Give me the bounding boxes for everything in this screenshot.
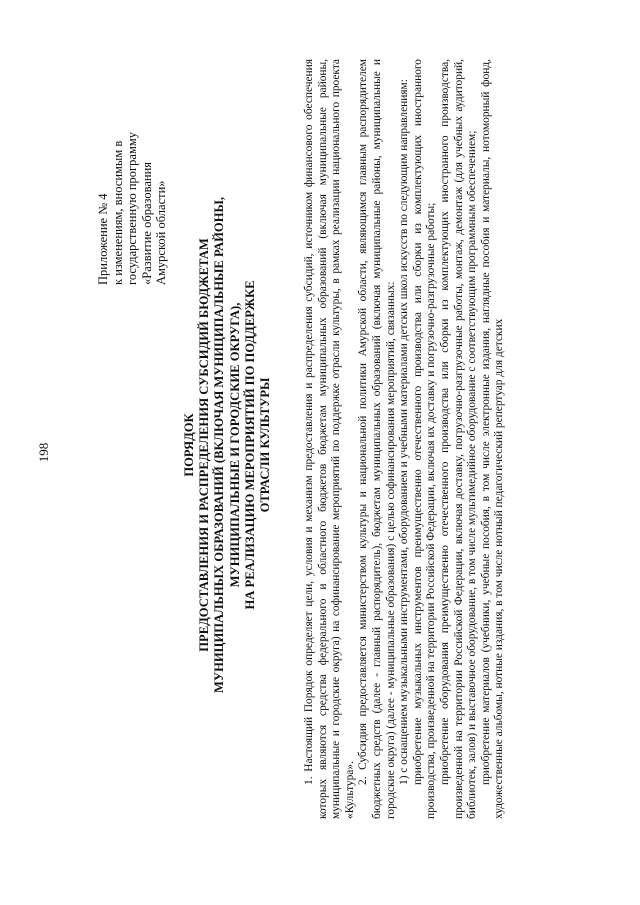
paragraph: 1. Настоящий Порядок определяет цели, условия и механизм предоставления и распределения субсидий, источником финансового обеспечения которых являются средства федерального и областного бюджетов бюджетам муниципальных образований (включая муниципальные районы, муниципальные и городские округа) на софинансирование мероприятий по поддержке отрасли культуры, в рамках реализации национального проекта «Культура». bbox=[303, 59, 356, 819]
appendix-line: к изменениям, вносимым в bbox=[110, 140, 125, 285]
paragraph: 2. Субсидия предоставляется министерством культуры и национальной политики Амурской области, являющимся главным распорядителем бюджетных средств (далее - главный распорядитель), бюджетам муниципальных образований (включая муниципальные районы, муниципальные и городские округа) (далее - муниципальные образования) с целью софинансирования мероприятий, связанных: bbox=[357, 59, 397, 819]
paragraph: приобретение музыкальных инструментов преимущественно отечественного производства или сборки из комплектующих иностранного производства, произведенной на территории Российской Федерации, включая их доставку и погрузочно-разгрузочные работы; bbox=[411, 59, 438, 819]
appendix-line: «Развитие образования bbox=[139, 161, 154, 285]
paragraph: 1) с оснащением музыкальными инструментами, оборудованием и учебными материалами детских школ искусств по следующим направлениям: bbox=[398, 79, 411, 785]
appendix-note bbox=[96, 25, 169, 285]
appendix-line: Амурской области» bbox=[154, 180, 168, 285]
title-line: ПРЕДОСТАВЛЕНИЯ И РАСПРЕДЕЛЕНИЯ СУБСИДИЙ БЮДЖЕТАМ bbox=[197, 238, 212, 652]
appendix-line: государственную программу bbox=[125, 131, 139, 285]
title-line: ОТРАСЛИ КУЛЬТУРЫ bbox=[258, 377, 273, 513]
title-line: ПОРЯДОК bbox=[182, 413, 196, 477]
page-number: 198 bbox=[36, 442, 51, 463]
document-body bbox=[303, 59, 507, 819]
document-title bbox=[182, 160, 273, 730]
title-line: МУНИЦИПАЛЬНЫЕ И ГОРОДСКИЕ ОКРУГА), bbox=[227, 302, 242, 588]
title-line: НА РЕАЛИЗАЦИЮ МЕРОПРИЯТИЙ ПО ПОДДЕРЖКЕ bbox=[242, 280, 257, 610]
paragraph: приобретение материалов (учебники, учебные пособия, в том числе электронные издания, наглядные пособия и материалы, нотоморный фонд, художественные альбомы, нотные издания, в том числе нотный педагогический репертуар для детских bbox=[479, 59, 506, 819]
appendix-line: Приложение № 4 bbox=[96, 193, 110, 285]
paragraph: приобретение оборудования преимущественно отечественного производства или сборки из комплектующих иностранного производства, произведенной на территории Российской Федерации, включая доставку, погрузочно-разгрузочные работы, монтаж, демонтаж (для учебных аудиторий, библиотек, залов) и выставочное оборудование, в том числе мультимедийное оборудование с соответствующим программным обеспечением; bbox=[438, 59, 479, 819]
title-line: МУНИЦИПАЛЬНЫХ ОБРАЗОВАНИЙ (ВКЛЮЧАЯ МУНИЦИПАЛЬНЫЕ РАЙОНЫ, bbox=[212, 196, 227, 694]
